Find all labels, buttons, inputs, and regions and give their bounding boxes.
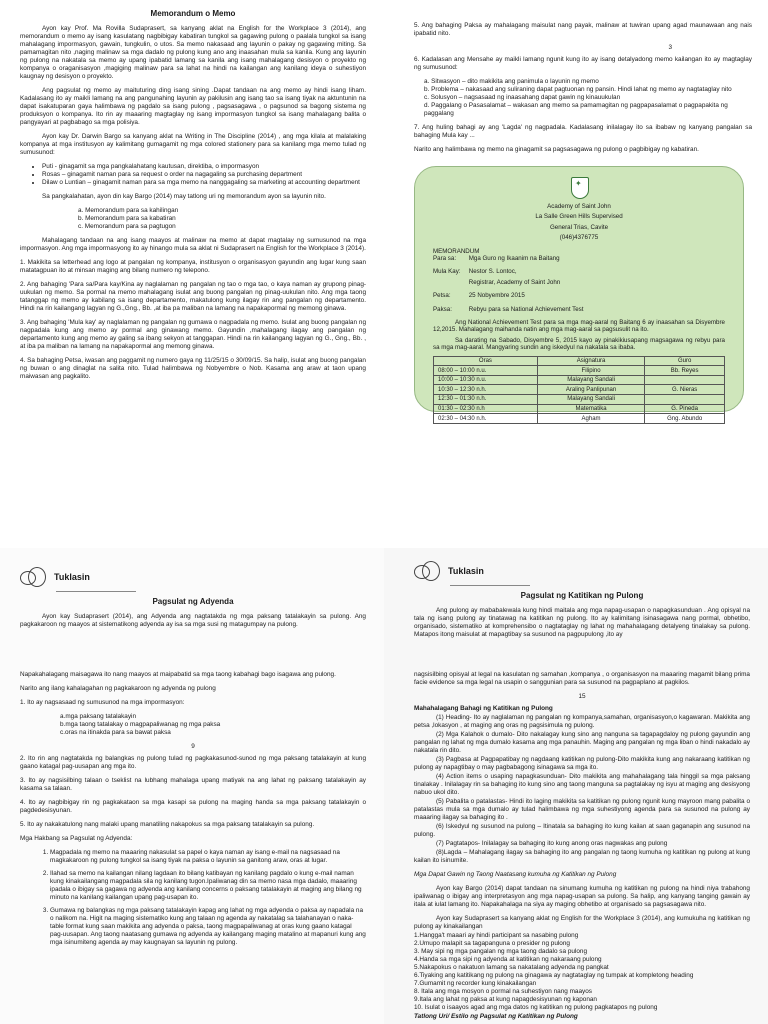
paragraph: Ayon kay Prof. Ma Rovilla Sudaprasert, sa kanyang aklat na English for the Workplace 3 (2014), ang memorandum o memo ay isang kasulatang nagbibigay kabatiran tungkol sa gagawing pulong o paalala tungkol sa isang mahalagang impormasyon, gawain, tungkulin, o utos. Sa memo nakasaad ang layunin o pakay ng gagawing miting. Sa pamamagitan nito ,naging malinaw sa mga dadalo ng pulong kung ano ang inaasahan mula sa kanila. Kung ang layunin ng pulong na nakatala sa memo ay upang ipabatid lamang sa kanila ang isang mahalagang desisyon o proyekto ng kompanya o oraganisasyon ,magiging malinaw para sa lahat na hindi na kailangan ang kanilang ideya o suhestiyon kaugnay ng desisyon o proyekto. [20,25,366,80]
table-header-row [434,356,725,366]
section-header [20,566,366,588]
numbered-item: 3. Ito ay nagsisilbing talaan o tseklist na lubhang mahalaga upang matiyak na ang lahat ng paksang tatalakayin ay kasama sa talaan. [20,777,366,792]
color-bullet-list [20,163,366,187]
school-name: Academy of Saint John [547,203,611,210]
column-header: Asignatura [537,356,644,366]
table-row: 02:30 – 04:30 n.h. Agham Gng. Abundo [434,414,725,424]
list-item: c.oras na itinakda para sa bawat paksa [60,729,171,736]
numbered-item: 2. Ang bahaging 'Para sa/Para kay/Kina ay naglalaman ng pangalan ng tao o mga tao, o kaya naman ay grupong pinag-uukulan ng memo. Sa pormal na memo mahalagang isulat ang buong pangalan ng pinag-uukulan nito. Ang mga taong tatanggap ng memo ay kabilang sa isang departamento, makatulong kung ilagay rin ang pangalan ng departamento. Hindi na rin kailangang lagyan ng G.,Gng., Bb. ,at iba pa maliban na lamang na napakapormal ng memong ginawa. [20,281,366,312]
paragraph: Narito ang ilang kahalagahan ng pagkakaroon ng adyenda ng pulong [20,685,216,692]
numbered-item: 4. Ito ay nagbibigay rin ng pagkakataon sa mga kasapi sa pulong na maging handa sa mga paksang tatalakayin o pagdedesisyunan. [20,799,366,814]
subsection-title: Mga Dapat Gawin ng Taong Naatasang kumuha ng Katitikan ng Pulong [414,871,617,878]
paragraph: Ang pagsulat ng memo ay maituturing ding isang sining .Dapat tandaan na ang memo ay hindi isang liham. Kadalasang ito ay maikli lamang na ang pangunahing layunin ay pakilusin ang isang tao sa isang tiyak na aktuntunin na dapat isakatuparan gaya halimbawa ng pagdalo sa isang pulong , pagsasagawa , o pagsunod sa bagong sistema ng produksyon o kompanya. Ito rin ay maaaring magtaglay ng isang impormasyon tungkol sa isang mahalagang balita o pangyayari at pagbabago sa mga polisiya. [20,87,366,126]
school-affiliation: La Salle Green Hills Supervised [535,213,623,221]
shield-logo-icon: ✦ [568,177,590,199]
divider [56,591,136,592]
section-header [414,560,750,582]
list-item: • Puti - ginagamit sa mga pangkalahatang kautusan, direktiba, o impormasyon [42,163,366,171]
page-title: Pagsulat ng Adyenda [152,597,234,606]
list-item: 1. Magpadala ng memo na maaaring nakasulat sa papel o kaya naman ay isang e-mail na nagsasaad na magkakaroon ng pulong tungkol sa isang tiyak na paksa o layunin sa ganitong araw, oras at lugar. [50,849,366,865]
memo-petsa-row: Petsa: 25 Nobyembre 2015 [433,292,525,300]
schedule-table [433,356,725,424]
page-katitikan [384,548,768,1024]
memo-body: Ang National Achievement Test para sa mga mag-aaral ng Baitang 6 ay inaasahan sa Disyembre 12,2015. Mahalagang maihanda natin ang mga mag-aaral sa pagsusulit na ito. [433,319,725,334]
numbered-item: 1. Makikita sa letterhead ang logo at pangalan ng kompanya, institusyon o organisasyon gayundin ang lugar kung saan matatagpuan ito at minsan maging ang bilang numero ng telepono. [20,259,366,274]
part-item: (2) Mga Kalahok o dumalo- Dito nakalagay kung sino ang nanguna sa tagapagdaloy ng pulong gayundin ang pangalan ng lahat ng mga dumalo kasama ang mga panauhin. Maging ang pangalan ng mga liban o hindi nakadalo ay nakatala rin dito. [414,731,750,754]
table-row: 12:30 – 01:30 n.h. Malayang Sandali [434,395,725,405]
paragraph: Napakahalagang maisagawa ito nang maayos at maipabatid sa mga taong kabahagi bago isagawa ang pulong. [20,671,336,678]
memo-para-row: Para sa: Mga Guro ng Ikaanim na Baitang [433,255,560,263]
page-gutter [0,520,768,548]
paragraph: Mahalagang tandaan na ang isang maayos at malinaw na memo at dapat magtalay ng sumusunod na mga impormasyon. Ang mga impormasyong ito ay hinango mula sa aklat ni Sudaprasert na English for the Workplace 3 (2014). [20,237,366,252]
table-row: 10:30 – 12:30 n.h. Araling Panlipunan G. Nieras [434,385,725,395]
part-item: (1) Heading- Ito ay naglalaman ng pangalan ng kompanya,samahan, organisasyon,o kagawaran. Makikita ang petsa ,lokasyon , at maging ang oras ng pagsisimula ng pulong. [414,714,750,729]
list-item: 2. Ilahad sa memo na kailangan nilang lagdaan ito bilang katibayan ng kanilang pagdalo o kung e-mail naman kung kinakailangang magpadala sila ng kanilang tugon.Ipaliwanag din sa memo nasa mga dadalo, maaaring ipadala o ibigay sa gagawa ng adyenda ang kanilang concerns o paksang tatalakayin at maging ang bilang ng minuto na kanilang kailangan upang pag-usapan ito. [50,870,366,902]
list-item: 7.Gumamit ng recorder kung kinakailangan [414,980,537,987]
part-item: (7) Pagtatapos- Inilalagay sa bahaging ito kung anong oras nagwakas ang pulong [436,840,668,847]
page-number: 3 [668,44,672,51]
list-item: 9.Itala ang lahat ng paksa at kung napagdesisyunan ng kaponan [414,996,597,1003]
paragraph: nagsisilbing opisyal at legal na kasulatan ng samahan ,kompanya , o organisasyon na maaaring magamit bilang prima facie evidence sa mga legal na usapin o sanggunian para sa susunod na pagpaplano at pagkilos. [414,671,750,686]
sample-memo-box [414,166,744,422]
part-item: (3) Pagbasa at Pagpapatibay ng nagdaang katitikan ng pulong-Dito makikita kung ang nakaraang katitikan ng pulong ay napagtibay o may pagbabagong isinagawa sa mga ito. [414,756,750,771]
memo-types-list [20,207,366,231]
list-item: c. Solusyon – nagsasaad ng inaasahang dapat gawin ng kinauukulan [424,94,621,101]
page-title: Pagsulat ng Katitikan ng Pulong [520,591,644,600]
numbered-item: 1. Ito ay nagsasaad ng sumusunod na mga impormasyon: [20,699,185,706]
list-item: 5.Nakapokus o nakatuon lamang sa nakatalang adyenda ng pangkat [414,964,609,971]
info-list [20,713,366,737]
list-item: 4.Handa sa mga sipi ng adyenda at katitikan ng nakaraang pulong [414,956,602,963]
page-memo-parts [384,0,768,520]
parts-title: Mahahalagang Bahagi ng Katitikan ng Pulong [414,705,553,712]
list-item: b. Memorandum para sa kabatiran [78,215,176,222]
tuklasin-swirl-icon [20,567,46,587]
numbered-item: 3. Ang bahaging 'Mula kay' ay naglalaman ng pangalan ng gumawa o nagpadala ng memo. Isulat ang buong pangalan ng nagpadala kung ang memo ay pormal ang ginawang memo. Gayundin ,mahalagang ilagay ang pangalan ng departamento kung ang memo ay galing sa ibang sekyon at tanggapan. Hindi na rin kailangang lagyan ng G., Gng., Bb. , at iba pa maliban na lamang na napakapormal ang memong ginawa. [20,319,366,350]
column-header: Guro [645,356,725,366]
list-item: a.mga paksang tatalakayin [60,713,137,720]
paragraph: Ayon kay Bargo (2014) dapat tandaan na sinumang kumuha ng katitikan ng pulong na hindi niya trabahong ipaliwanag o ibigay ang interpretasyon ang mga napag-usapan sa pulong. Sa halip, ang kanyang tanging gawain ay itala at iulat lamang ito. Napakahalaga na siya ay maging obhetibo at organisado sa pagsasagawa nito. [414,885,750,908]
list-item: 3. Gumawa ng balangkas ng mga paksang tatalakayin kapag ang lahat ng mga adyenda o paksa ay napadala na o nalikom na. Higit na maging sistematiko kung ang talaan ng agenda ay nakatalag sa talahanayan o naka-table format kung saan makikita ang adyenda o paksa, taong magpapaliwanag at oras kung gaano katagal pag-uusapan. Ang taong naatasang gumawa ng adyenda ay kailangang maging matalino at mapanuri kung ang mga isinumiteng agenda ay may kaugnayan sa layunin ng pulong. [50,907,366,947]
memo-body: Sa darating na Sabado, Disyembre 5, 2015 kayo ay pinakikiusapang magsagawa ng rebyu para sa mga mag-aaral. Mangyaring sundin ang iskedyul na nakatala sa ibaba. [433,336,725,352]
list-item: 8. Itala ang mga mosyon o pormal na suhestiyon nang maayos [414,988,592,995]
numbered-item: 5. Ito ay nakakatulong nang malaki upang manatiling nakapokus sa mga paksang tatalakayin sa pulong. [20,821,315,828]
table-row: 01:30 – 02:30 n.h Matematika G. Pineda [434,404,725,414]
page-adyenda [0,548,384,1024]
school-city: General Trias, Cavite [549,223,609,231]
page-memorandum [0,0,384,520]
tuklasin-swirl-icon [414,561,440,581]
page-title: Memorandum o Memo [150,9,236,18]
list-item: d. Paggalang o Pasasalamat – wakasan ang memo sa pamamagitan ng pagpapasalamat o pagpapakita ng paggalang [424,102,728,117]
table-row: 08:00 – 10:00 n.u. Filipino Bb. Reyes [434,366,725,376]
page-number: 9 [191,743,195,750]
part-item: (6) Iskedyul ng susunod na pulong – Itinatala sa bahaging ito kung kailan at saan gaganapin ang susunod na pulong. [414,823,750,838]
memo-mula-row: Mula Kay: Nestor S. Lontoc, [433,268,517,276]
list-item: 2.Umupo malapit sa tagapanguna o presider ng pulong [414,940,570,947]
list-item: b.mga taong tatalakay o magpapaliwanag ng mga paksa [60,721,221,728]
list-item: 6.Tiyaking ang katitikang ng pulong na ginagawa ay nagtataglay ng tumpak at kompletong heading [414,972,694,979]
section-label: Tuklasin [54,572,90,582]
memo-heading: MEMORANDUM [433,247,480,255]
paragraph: Ang pulong ay mababalewala kung hindi maitala ang mga napag-usapan o napagkasunduan . Ang opisyal na tala ng isang pulong ay tinatawag na katitikan ng pulong. Ito ay kalimitang isinasagawa nang pormal, obhetibo, organisado, sistematiko at komprehensibo o nagtataglay ng lahat ng mahahalagang detalyeng tinalakay sa pulong. Matapos itong maisulat at mapagtibay sa susunod na pagpupulong ,ito ay [414,607,750,638]
steps-title: Mga Hakbang sa Pagsulat ng Adyenda: [20,835,133,842]
memo-paksa-row: Paksa: Rebyu para sa National Achievement Test [433,305,584,313]
memo-mula-row-2: Registrar, Academy of Saint John [468,278,561,286]
column-header: Oras [434,356,538,366]
divider [450,585,530,586]
list-item: • Rosas – ginagamit naman para sa request o order na nagagaling sa purchasing department [42,171,366,179]
subsection-title: Tatlong Uri/ Estilo ng Pagsulat ng Katitikan ng Pulong [414,1013,578,1020]
numbered-item: 5. Ang bahaging Paksa ay mahalagang maisulat nang payak, malinaw at tuwiran upang agad maunawaan ang nais ipabatid nito. [414,22,752,37]
list-item: b. Problema – nakasaad ang suliraning dapat pagtuonan ng pansin. Hindi lahat ng memo ay nagtataglay nito [424,86,732,93]
paragraph: Sa pangkalahatan, ayon din kay Bargo (2014) may tatlong uri ng memorandum ayon sa layunin nito. [42,193,326,200]
list-item: 3. May sipi ng mga pangalan ng mga taong dadalo sa pulong [414,948,588,955]
requirements-list [414,932,750,1012]
school-phone: (046)4376775 [559,234,599,242]
paragraph: Ayon kay Dr. Darwin Bargo sa kanyang aklat na Writing in The Discipline (2014) , ang mga kilala at malalaking kompanya at mga institusyon ay kalimitang gumagamit ng mga colored stationery para sa kanilang mga memo tulad ng sumusunod: [20,133,366,156]
message-parts-list [414,78,752,118]
page-number: 15 [578,693,586,700]
paragraph: Narito ang halimbawa ng memo na ginagamit sa pagsasagawa ng pulong o pagbibigay ng kabatiran. [414,146,699,153]
part-item: (5) Pabalita o patalastas- Hindi ito laging makikita sa katitikan ng pulong ngunit kung mayroon mang pabalita o patalastas mula sa mga dumalo ay tulad halimbawa ng mga suhestiyong agenda para sa susunod na pulong ay maaaring ilagay sa bahaging ito . [414,798,750,821]
part-item: (8)Lagda – Mahalagang ilagay sa bahaging ito ang pangalan ng taong kumuha ng katitikan ng pulong at kung kailan ito isinumite. [414,849,750,864]
numbered-item: 7. Ang huling bahagi ay ang 'Lagda' ng nagpadala. Kadalasang inilalagay ito sa ibabaw ng kanyang pangalan sa bahaging Mula kay ... [414,124,752,139]
numbered-item: 6. Kadalasan ang Mensahe ay maikli lamang ngunit kung ito ay isang detalyadong memo kailangan ito ay magtaglay ng sumusunod: [414,56,752,71]
list-item: • Dilaw o Luntian – ginagamit naman para sa mga memo na nanggagaling sa marketing at accounting department [42,179,366,187]
steps-list [20,849,366,947]
list-item: a. Memorandum para sa kahilingan [78,207,179,214]
section-label: Tuklasin [448,566,484,576]
list-item: 1.Hangga't maaari ay hindi participant sa nasabing pulong [414,932,579,939]
paragraph: Ayon kay Sudaprasert (2014), ang Adyenda ang nagtatakda ng mga paksang tatalakayin sa pulong. Ang pagkakaroon ng maayos at sistematikong adyenda ay isa sa mga susi ng matagumpay na pulong. [20,613,366,628]
numbered-item: 4. Sa bahaging Petsa, iwasan ang paggamit ng numero gaya ng 11/25/15 o 30/09/15. Sa halip, isulat ang buong pangalan ng buwan o ang dinaglat na salita nito. Tulad halimbawa ng Nobyembre o Nob. Kasama ang araw at taon upang maiwasan ang pagkalito. [20,357,366,380]
table-row: 10:00 – 10:30 n.u. Malayang Sandali [434,375,725,385]
part-item: (4) Action items o usaping napagkasunduan- Dito makikita ang mahahalagang tala hinggil sa mga paksang tinalakay . Inilalagay rin sa bahaging ito kung sino ang taong manguna sa pagtalakay ng isyu at maging ang desisyong nabuo ukol dito. [414,773,750,796]
list-item: a. Sitwasyon – dito makikita ang panimula o layunin ng memo [424,78,599,85]
numbered-item: 2. Ito rin ang nagtatakda ng balangkas ng pulong tulad ng pagkakasunod-sunod ng mga paksang tatalakayin at kung gaano katagal pag-uusapan ang mga ito. [20,755,366,770]
paragraph: Ayon kay Sudaprasert sa kanyang aklat ng English for the Workplace 3 (2014), ang kumukuha ng katitikan ng pulong ay kinakailangan [414,915,750,930]
list-item: 10. Isulat o isaayos agad ang mga datos ng katitikan ng pulong pagkatapos ng pulong [414,1004,658,1011]
list-item: c. Memorandum para sa pagtugon [78,223,176,230]
